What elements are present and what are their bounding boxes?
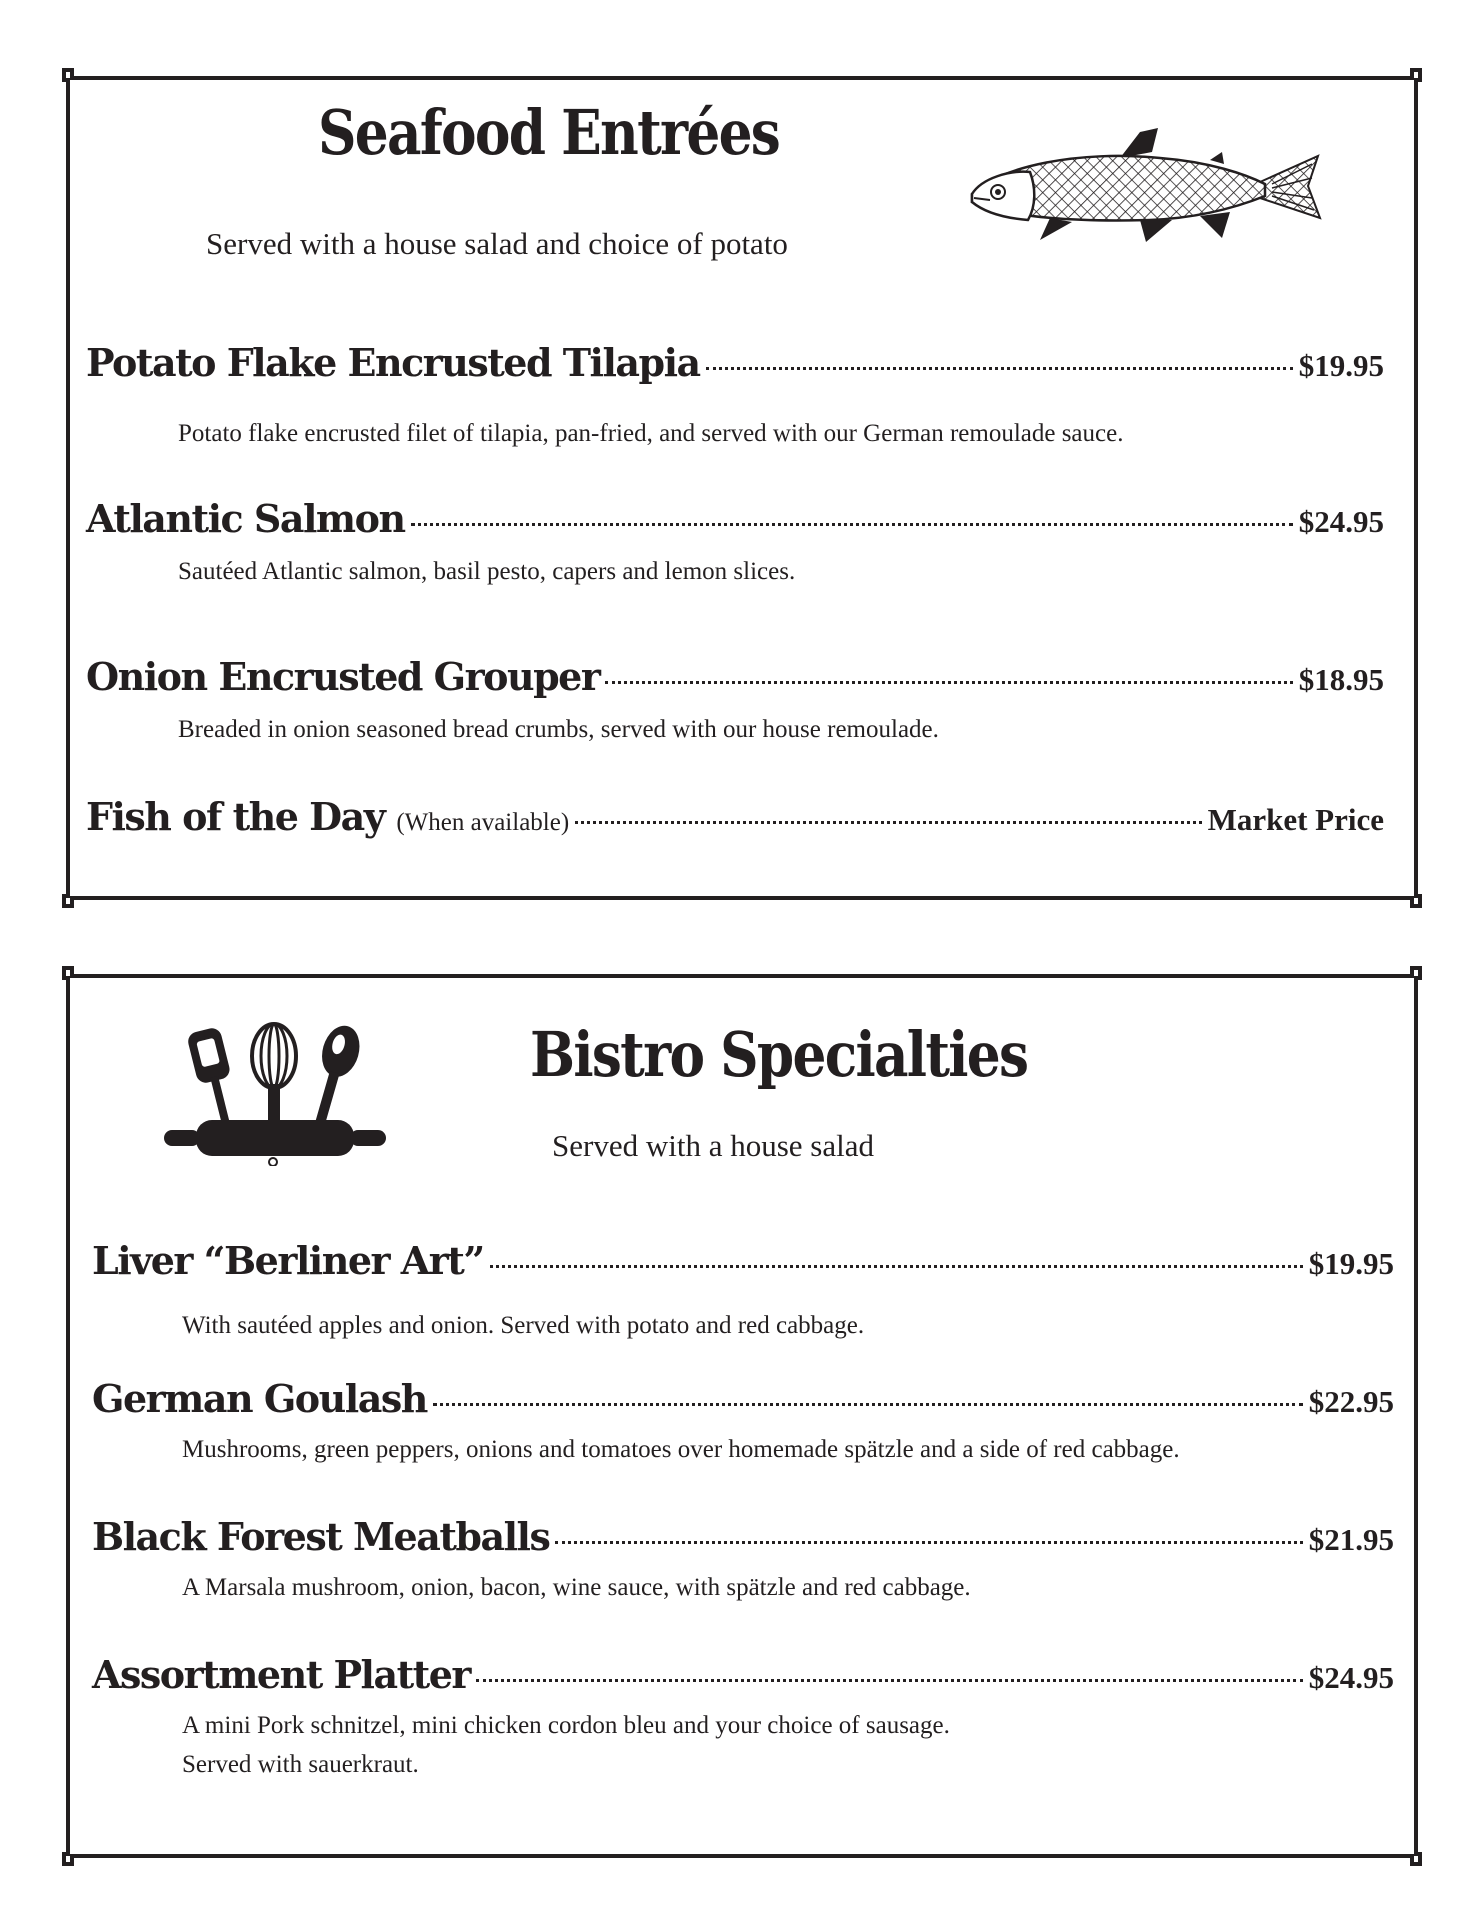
dotted-leader bbox=[575, 820, 1201, 824]
item-description: Sautéed Atlantic salmon, basil pesto, capers and lemon slices. bbox=[178, 558, 796, 585]
item-price: Market Price bbox=[1207, 802, 1384, 837]
section-subtitle: Served with a house salad and choice of potato bbox=[206, 226, 788, 261]
seafood-entrees-panel bbox=[60, 68, 1424, 908]
fish-illustration bbox=[960, 122, 1335, 252]
dotted-leader bbox=[605, 680, 1292, 684]
dotted-leader bbox=[411, 522, 1293, 526]
item-name: Liver “Berliner Art” bbox=[92, 1238, 484, 1283]
item-name: Assortment Platter bbox=[92, 1652, 470, 1697]
dotted-leader bbox=[490, 1264, 1303, 1268]
dotted-leader bbox=[706, 366, 1293, 370]
menu-item-row bbox=[86, 654, 1384, 699]
dotted-leader bbox=[433, 1402, 1303, 1406]
item-price: $22.95 bbox=[1308, 1384, 1394, 1419]
menu-item-row bbox=[86, 340, 1384, 385]
item-name: Black Forest Meatballs bbox=[92, 1514, 550, 1559]
item-name: Onion Encrusted Grouper bbox=[86, 654, 600, 699]
item-description: A mini Pork schnitzel, mini chicken cordon bleu and your choice of sausage. bbox=[182, 1712, 950, 1739]
item-name: Atlantic Salmon bbox=[86, 496, 405, 541]
item-price: $19.95 bbox=[1308, 1246, 1394, 1281]
item-price: $24.95 bbox=[1298, 504, 1384, 539]
item-name: Fish of the Day bbox=[86, 794, 385, 839]
menu-item-row bbox=[92, 1514, 1394, 1559]
item-description: Breaded in onion seasoned bread crumbs, served with our house remoulade. bbox=[178, 716, 939, 743]
item-price: $21.95 bbox=[1308, 1522, 1394, 1557]
dotted-leader bbox=[555, 1540, 1302, 1544]
item-price: $19.95 bbox=[1298, 348, 1384, 383]
menu-item-row bbox=[92, 1238, 1394, 1283]
section-title: Seafood Entrées bbox=[318, 96, 780, 169]
kitchen-utensils-illustration bbox=[160, 1016, 390, 1166]
section-subtitle: Served with a house salad bbox=[552, 1128, 874, 1163]
item-description: With sautéed apples and onion. Served with potato and red cabbage. bbox=[182, 1312, 865, 1339]
menu-item-row bbox=[86, 794, 1384, 839]
item-price: $24.95 bbox=[1308, 1660, 1394, 1695]
menu-item-row bbox=[92, 1652, 1394, 1697]
menu-item-row bbox=[92, 1376, 1394, 1421]
dotted-leader bbox=[476, 1678, 1303, 1682]
item-note: (When available) bbox=[396, 809, 570, 836]
bistro-specialties-panel bbox=[60, 966, 1424, 1866]
item-description: A Marsala mushroom, onion, bacon, wine sauce, with spätzle and red cabbage. bbox=[182, 1574, 971, 1601]
item-description: Mushrooms, green peppers, onions and tomatoes over homemade spätzle and a side of red cabbage. bbox=[182, 1436, 1180, 1463]
item-price: $18.95 bbox=[1298, 662, 1384, 697]
item-name: Potato Flake Encrusted Tilapia bbox=[86, 340, 700, 385]
item-name: German Goulash bbox=[92, 1376, 427, 1421]
item-description: Potato flake encrusted filet of tilapia, pan-fried, and served with our German remoulade sauce. bbox=[178, 420, 1124, 447]
section-title: Bistro Specialties bbox=[530, 1018, 1028, 1091]
item-description-line2: Served with sauerkraut. bbox=[182, 1751, 419, 1778]
menu-item-row bbox=[86, 496, 1384, 541]
